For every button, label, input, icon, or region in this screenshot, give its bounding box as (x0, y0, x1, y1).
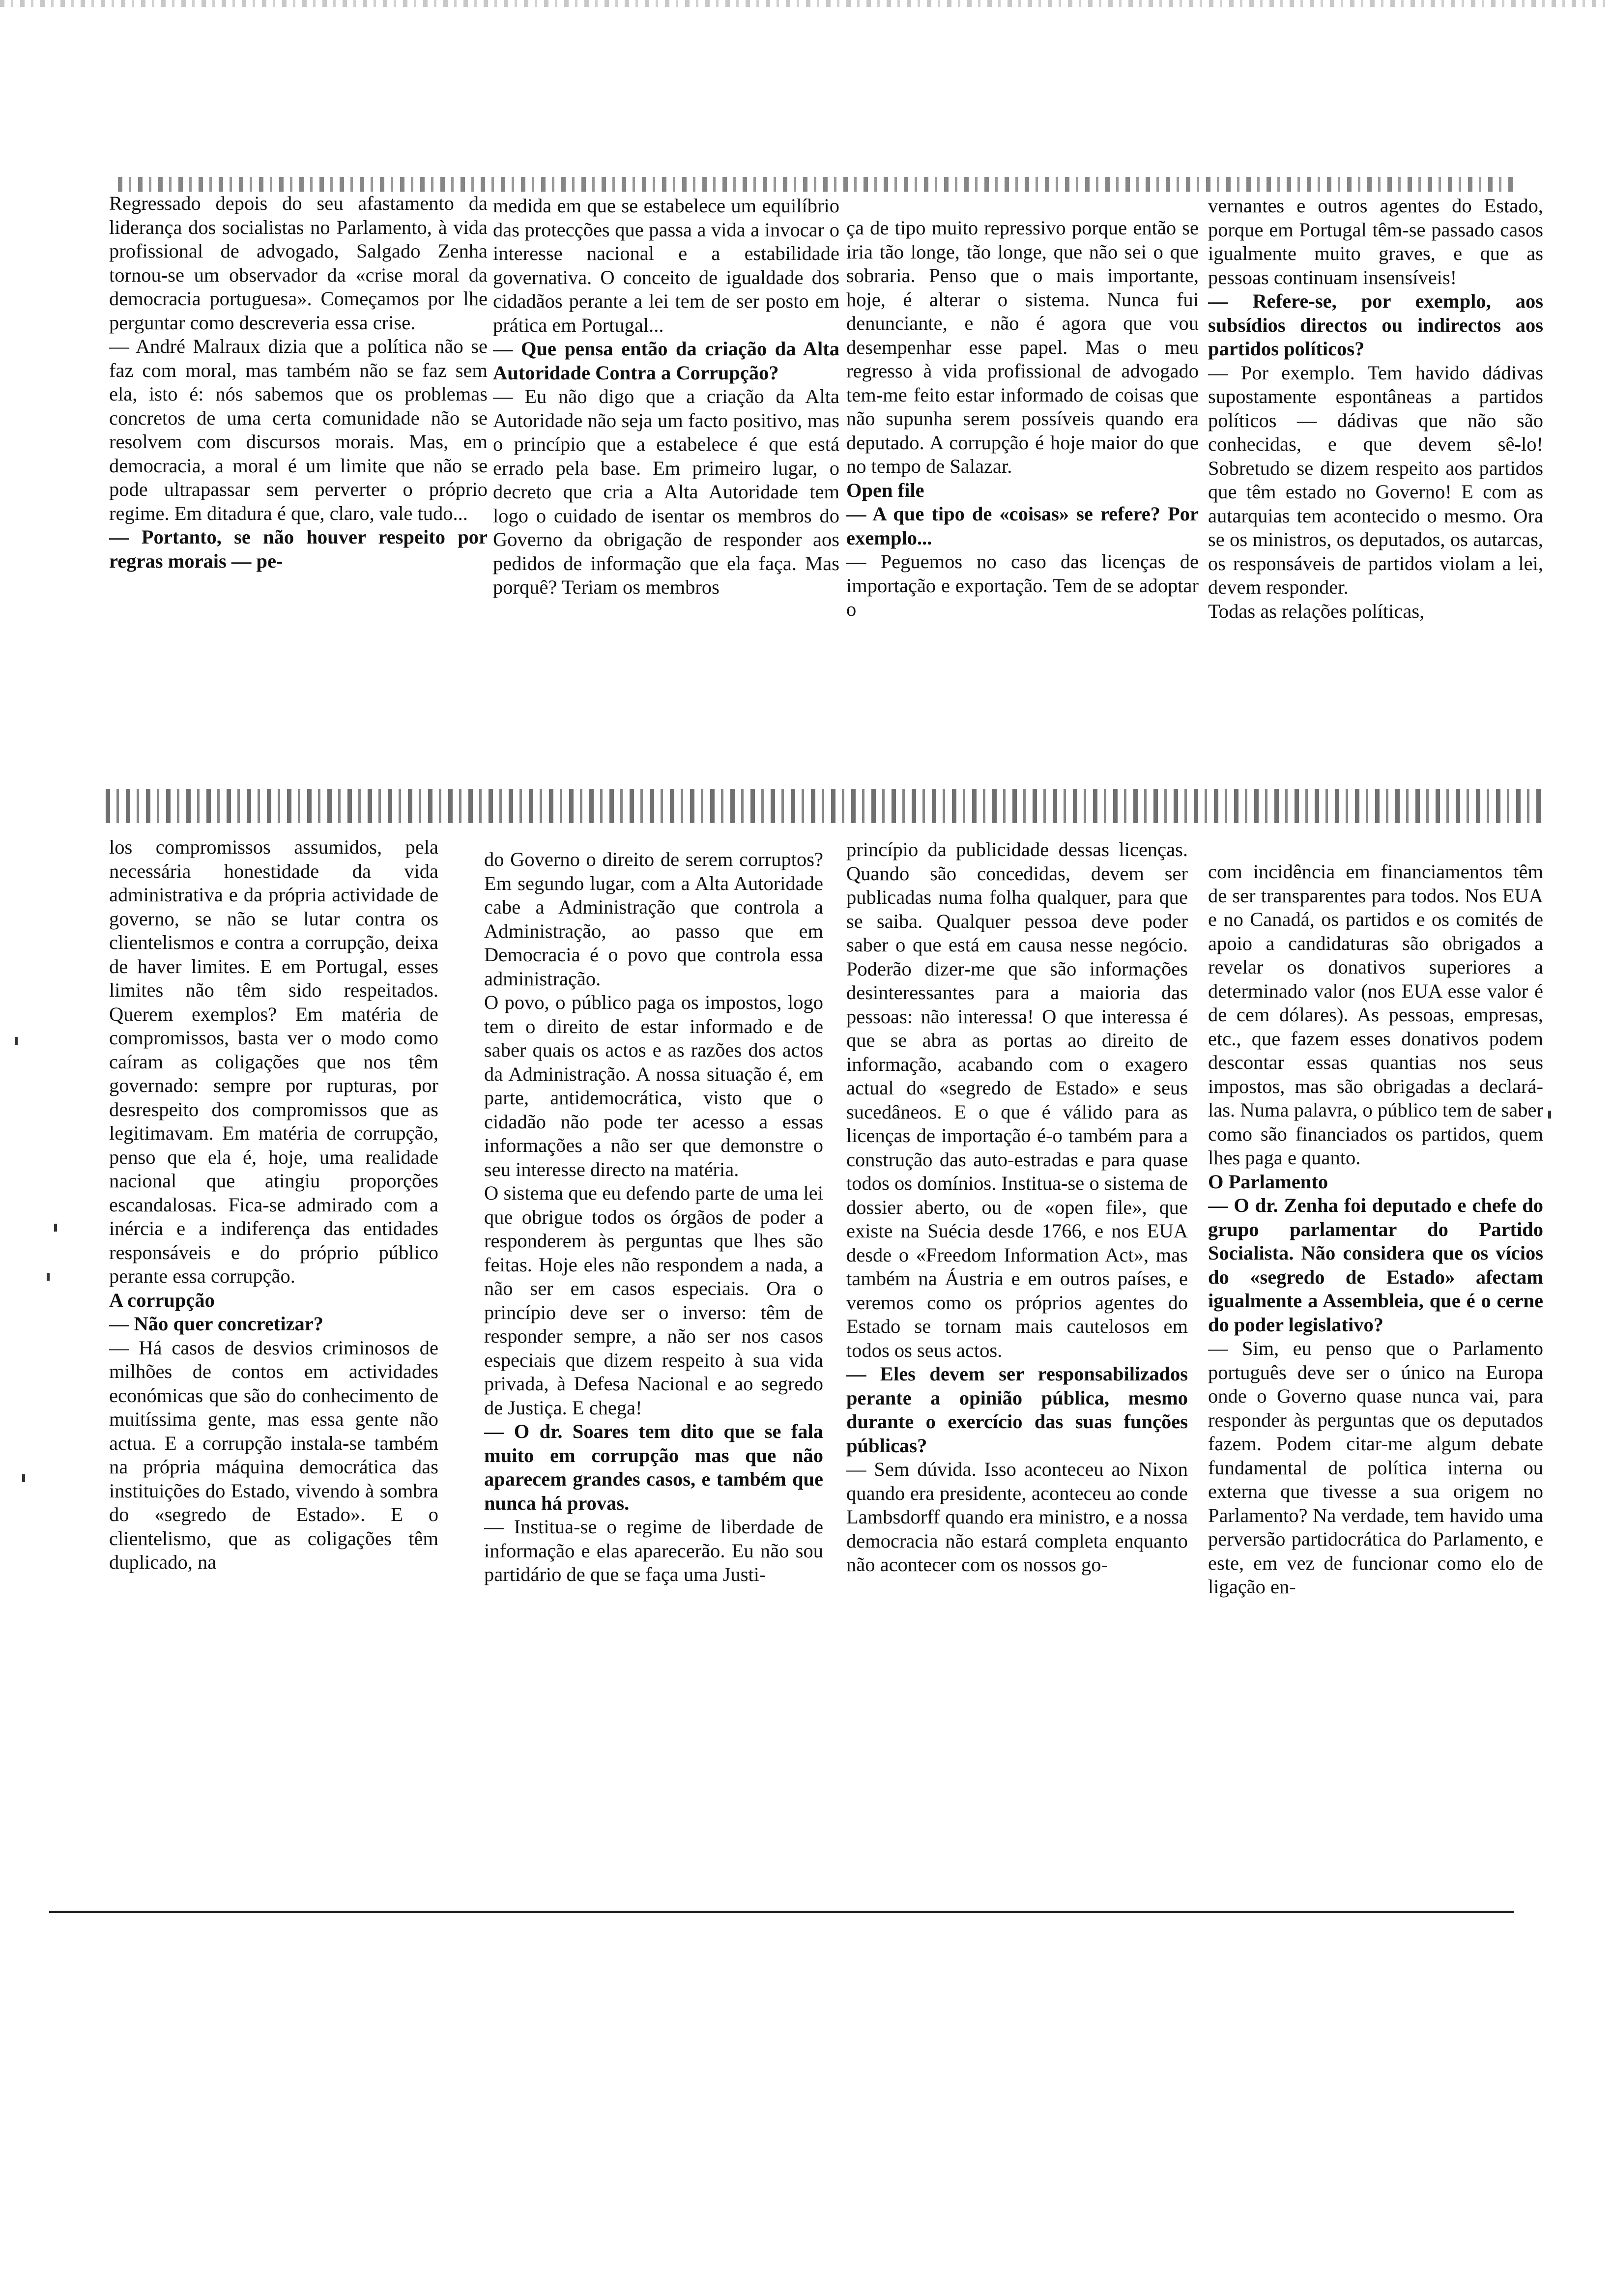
paragraph: — Institua-se o regime de liberdade de informação e elas aparecerão. Eu não sou partidário de que se faça uma Justi- (484, 1516, 823, 1585)
interview-question: — O dr. Soares tem dito que se fala muito em corrupção mas que não aparecem grandes casos, e também que nunca há provas. (484, 1420, 823, 1514)
column-3-bottom (846, 838, 1188, 1885)
section-heading: Open file (846, 479, 924, 501)
margin-speck (47, 1273, 50, 1281)
paragraph: Regressado depois do seu afastamento da liderança dos socialistas no Parlamento, à vida profissional de advogado, Salgado Zenha tornou-se um observador da «crise moral da democracia portuguesa». Começamos por lhe perguntar como descreveria essa crise. (109, 192, 488, 334)
column-1-bottom (109, 835, 438, 1877)
bottom-rule (49, 1911, 1514, 1913)
paragraph: — André Malraux dizia que a política não se faz com moral, mas também não se faz sem ela, isto é: nós sabemos que os problemas concretos de uma certa comunidade não se resolvem com discursos morais. Mas, em democracia, a moral é um limite que não se pode ultrapassar sem perverter o próprio regime. Em ditadura é que, claro, vale tudo... (109, 335, 488, 524)
interview-question: — Eles devem ser responsabilizados perante a opinião pública, mesmo durante o exercício das suas funções públicas? (846, 1363, 1188, 1457)
paragraph: — Sem dúvida. Isso aconteceu ao Nixon quando era presidente, aconteceu ao conde Lambsdorff quando era ministro, e a nossa democracia não estará completa enquanto não acontecer com os nossos go- (846, 1458, 1188, 1576)
paragraph: — Por exemplo. Tem havido dádivas supostamente espontâneas a partidos políticos — dádivas que não são conhecidas, e que devem sê-lo! Sobretudo se dizem respeito aos partidos que têm estado no Governo! E com as autarquias tem acontecido o mesmo. Ora se os ministros, os deputados, os autarcas, os responsáveis de partidos violam a lei, devem responder. (1208, 361, 1543, 598)
paragraph: princípio da publicidade dessas licenças. Quando são concedidas, devem ser publicadas numa folha qualquer, para que se saiba. Qualquer pessoa deve poder saber o que está em causa nesse negócio. Poderão dizer-me que são informações desinteressantes para a maioria das pessoas: não interessa! O que interessa é que se abra as portas ao direito de informação, acabando com o exagero actual do «segredo de Estado» e seus sucedâneos. E o que é válido para as licenças de importação é-o também para a construção das auto-estradas e para quase todos os domínios. Institua-se o sistema de dossier aberto, ou de «open file», que existe na Suécia desde 1766, e nos EUA desde o «Freedom Information Act», mas também na Áustria e em outros países, e veremos como os próprios agentes do Estado se tornam mais cautelosos em todos os seus actos. (846, 838, 1188, 1361)
top-scan-noise (0, 0, 1612, 7)
interview-question: — A que tipo de «coisas» se refere? Por exemplo... (846, 503, 1199, 549)
paragraph: — Eu não digo que a criação da Alta Autoridade não seja um facto positivo, mas o princípio que a estabelece é que está errado pela base. Em primeiro lugar, o decreto que cria a Alta Autoridade tem logo o cuidado de isentar os membros do Governo da obrigação de responder aos pedidos de informação que ela faça. Mas porquê? Teriam os membros (493, 385, 839, 598)
column-4-bottom (1208, 860, 1543, 1887)
paragraph: — Peguemos no caso das licenças de importação e exportação. Tem de se adoptar o (846, 550, 1199, 620)
paragraph: los compromissos assumidos, pela necessária honestidade da vida administrativa e da própria actividade de governo, se não se lutar contra os clientelismos e contra a corrupção, deixa de haver limites. E em Portugal, esses limites não têm sido respeitados. Querem exemplos? Em matéria de compromissos, basta ver o modo como caíram as coligações que nos têm governado: sempre por rupturas, por desrespeito dos compromissos que as legitimavam. Em matéria de corrupção, penso que ela é, hoje, uma realidade nacional que atingiu proporções escandalosas. Fica-se admirado com a inércia e a indiferença das entidades responsáveis e do próprio público perante essa corrupção. (109, 836, 438, 1287)
column-1-top (109, 192, 488, 789)
paragraph: O povo, o público paga os impostos, logo tem o direito de estar informado e de saber quais os actos e as razões dos actos da Administração. A nossa situação é, em parte, antidemocrática, visto que o cidadão não pode ter acesso a essas informações a não ser que demonstre o seu interesse directo na matéria. (484, 991, 823, 1180)
fold-scan-noise (106, 789, 1546, 823)
column-2-top (493, 194, 839, 791)
margin-speck (22, 1474, 25, 1482)
section-heading: A corrupção (109, 1289, 215, 1311)
paragraph: — Há casos de desvios criminosos de milhões de contos em actividades económicas que são do conhecimento de muitíssima gente, mas essa gente não actua. E a corrupção instala-se também na própria máquina democrática das instituições do Estado, vivendo à sombra do «segredo de Estado». E o clientelismo, que as coligações têm duplicado, na (109, 1336, 438, 1573)
paragraph: com incidência em financiamentos têm de ser transparentes para todos. Nos EUA e no Canadá, os partidos e os comités de apoio a candidaturas são obrigados a revelar os donativos superiores a determinado valor (nos EUA esse valor é de cem dólares). As pessoas, empresas, etc., que fazem esses donativos podem descontar essas quantias nos seus impostos, mas são obrigadas a declará-las. Numa palavra, o público tem de saber como são financiados os partidos, quem lhes paga e quanto. (1208, 861, 1543, 1169)
column-3-top (846, 216, 1199, 796)
interview-question: — Que pensa então da criação da Alta Autoridade Contra a Corrupção? (493, 338, 839, 384)
paragraph: medida em que se estabelece um equilíbrio das protecções que passa a vida a invocar o interesse nacional e a estabilidade governativa. O conceito de igualdade dos cidadãos perante a lei tem de ser posto em prática em Portugal... (493, 195, 839, 336)
paragraph: O sistema que eu defendo parte de uma lei que obrigue todos os órgãos de poder a responderem às perguntas que lhes são feitas. Hoje eles não respondem a nada, a não ser em casos especiais. Ora o princípio deve ser o inverso: têm de responder sempre, a não ser nos casos especiais que dizem respeito à sua vida privada, à Defesa Nacional e ao segredo de Justiça. E chega! (484, 1182, 823, 1419)
paragraph: Todas as relações políticas, (1208, 600, 1425, 622)
paragraph: do Governo o direito de serem corruptos? Em segundo lugar, com a Alta Autoridade cabe a Administração que controla a Administração, ao passo que em Democracia é o povo que controla essa administração. (484, 848, 823, 990)
interview-question: — Portanto, se não houver respeito por regras morais — pe- (109, 526, 488, 572)
interview-question: — O dr. Zenha foi deputado e chefe do grupo parlamentar do Partido Socialista. Não considera que os vícios do «segredo de Estado» afectam igualmente a Assembleia, que é o cerne do poder legislativo? (1208, 1194, 1543, 1336)
margin-speck (54, 1224, 57, 1232)
margin-speck (1548, 1111, 1551, 1119)
paragraph: — Sim, eu penso que o Parlamento português deve ser o único na Europa onde o Governo quase nunca vai, para responder às perguntas que os deputados fazem. Podem citar-me algum debate fundamental de política interna ou externa que tivesse a sua origem no Parlamento? Na verdade, tem havido uma perversão partidocrática do Parlamento, e este, em vez de funcionar como elo de ligação en- (1208, 1337, 1543, 1598)
interview-question: — Refere-se, por exemplo, aos subsídios directos ou indirectos aos partidos políticos? (1208, 290, 1543, 360)
column-2-bottom (484, 848, 823, 1885)
interview-question: — Não quer concretizar? (109, 1313, 324, 1335)
margin-speck (15, 1037, 18, 1045)
section-heading: O Parlamento (1208, 1170, 1328, 1193)
paragraph: vernantes e outros agentes do Estado, porque em Portugal têm-se passado casos igualmente muito graves, e que as pessoas continuam insensíveis! (1208, 195, 1543, 288)
top-edge-noise (118, 177, 1514, 192)
column-4-top (1208, 194, 1543, 816)
paragraph: ça de tipo muito repressivo porque então se iria tão longe, tão longe, que não sei o que sobraria. Penso que o mais importante, hoje, é alterar o sistema. Nunca fui denunciante, e não é agora que vou desempenhar esse papel. Mas o meu regresso à vida profissional de advogado tem-me feito estar informado de coisas que não supunha serem possíveis quando era deputado. A corrupção é hoje maior do que no tempo de Salazar. (846, 217, 1199, 477)
